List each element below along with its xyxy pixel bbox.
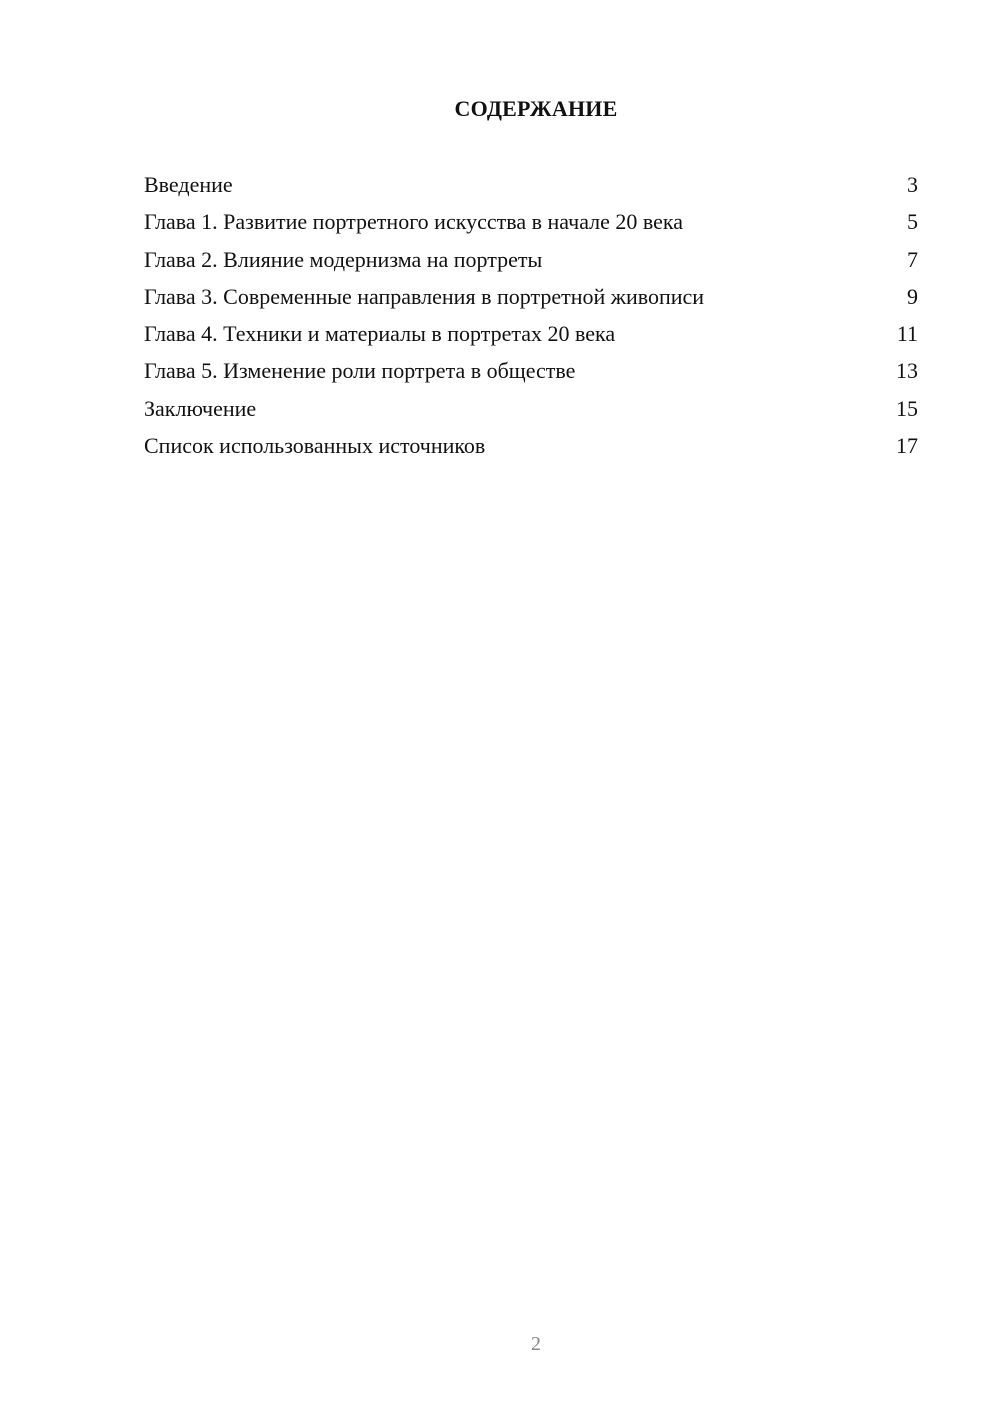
toc-entry-label: Глава 5. Изменение роли портрета в обществе — [144, 358, 576, 384]
toc-entry-page: 9 — [907, 283, 918, 309]
toc-heading: СОДЕРЖАНИЕ — [454, 96, 618, 121]
toc-entry-conclusion — [144, 394, 918, 431]
toc-entry-chapter-3 — [144, 282, 918, 319]
toc-entry-label: Заключение — [144, 395, 257, 421]
toc-entry-label: Список использованных источников — [144, 433, 486, 459]
toc-entry-page: 7 — [907, 246, 918, 272]
toc-entry-label: Глава 1. Развитие портретного искусства в начале 20 века — [144, 209, 684, 235]
toc-entry-page: 17 — [896, 433, 918, 459]
toc-entry-chapter-2 — [144, 245, 918, 282]
toc-entry-page: 11 — [896, 321, 918, 347]
toc-entry-label: Введение — [144, 172, 233, 197]
toc-entry-chapter-4 — [144, 319, 918, 356]
toc-entry-page: 3 — [907, 172, 918, 197]
toc-entry-references — [144, 431, 918, 468]
toc-entry-chapter-5 — [144, 356, 918, 393]
page-number: 2 — [531, 1333, 541, 1355]
toc-entry-chapter-1 — [144, 207, 918, 244]
table-of-contents — [144, 170, 918, 468]
toc-entry-label: Глава 3. Современные направления в портретной живописи — [144, 283, 705, 309]
toc-entry-introduction — [144, 170, 918, 207]
toc-entry-label: Глава 2. Влияние модернизма на портреты — [144, 246, 543, 272]
toc-entry-page: 5 — [907, 209, 918, 235]
toc-entry-page: 15 — [896, 395, 918, 421]
toc-entry-page: 13 — [896, 358, 918, 384]
toc-entry-label: Глава 4. Техники и материалы в портретах 20 века — [144, 321, 616, 347]
